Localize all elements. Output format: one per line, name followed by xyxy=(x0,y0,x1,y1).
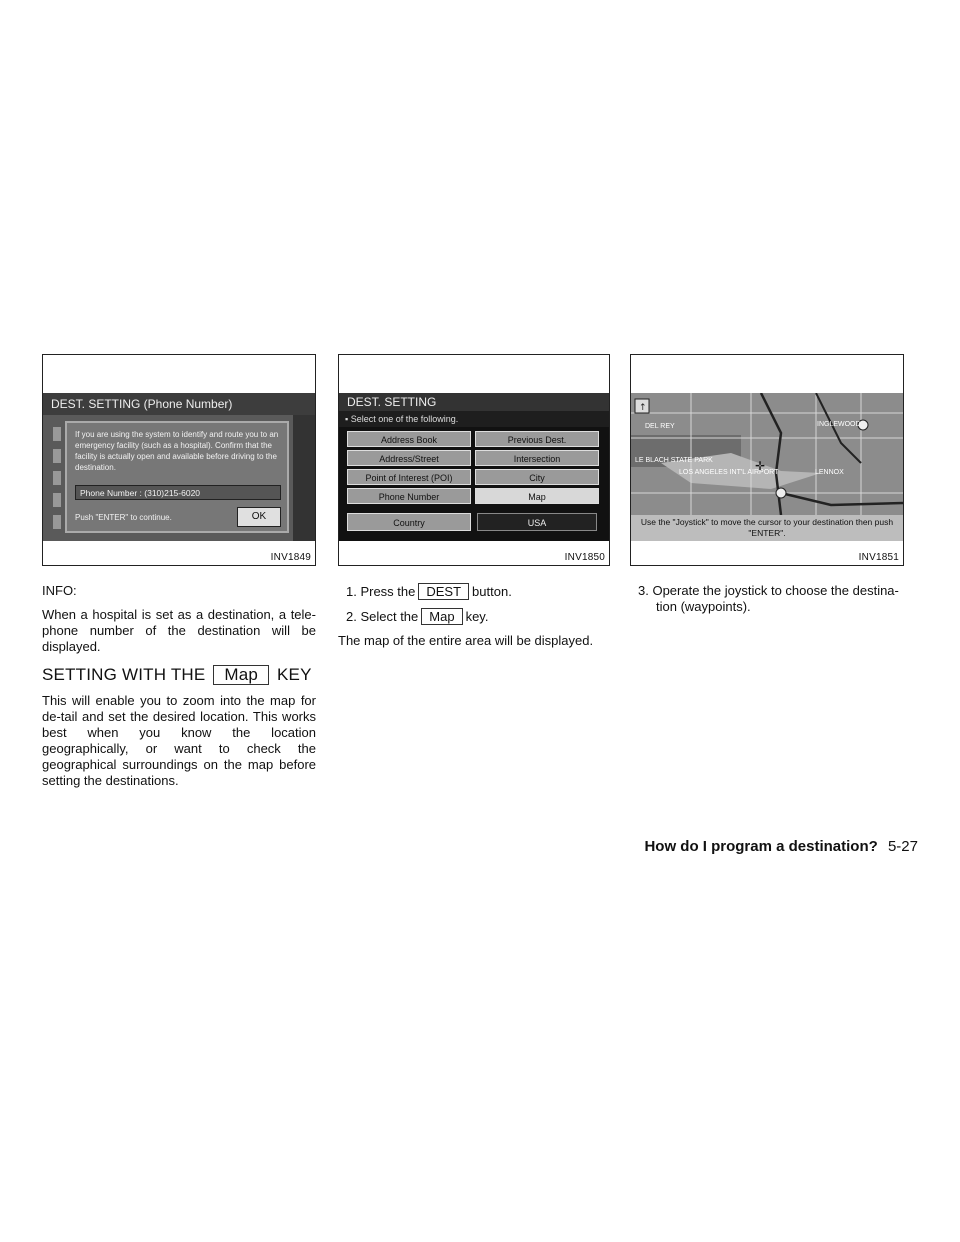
map-key: Map xyxy=(421,608,462,625)
step-2: 2. Select the Map key. xyxy=(346,609,489,624)
city-button[interactable]: City xyxy=(475,469,599,485)
figure-dest-setting xyxy=(338,354,610,566)
intersection-button[interactable]: Intersection xyxy=(475,450,599,466)
map-label-lennox: LENNOX xyxy=(815,469,844,476)
step-1: 1. Press the DEST button. xyxy=(346,584,512,599)
section-heading: SETTING WITH THE Map KEY xyxy=(42,665,312,684)
phone-number-field: Phone Number : (310)215-6020 xyxy=(75,485,281,500)
map-key: Map xyxy=(213,665,269,685)
figure-code: INV1850 xyxy=(564,552,605,563)
map-label-park: LE BLACH STATE PARK xyxy=(635,457,713,464)
figure-code: INV1849 xyxy=(270,552,311,563)
map-button[interactable]: Map xyxy=(475,488,599,504)
screenshot-map xyxy=(631,393,903,541)
info-label: INFO: xyxy=(42,583,77,598)
svg-text:↑: ↑ xyxy=(639,403,647,413)
figure-map xyxy=(630,354,904,566)
page-footer xyxy=(644,838,918,855)
warning-dialog xyxy=(65,421,289,533)
step-3: 3. Operate the joystick to choose the destina- tion (waypoints). xyxy=(638,583,899,614)
map-label-del-rey: DEL REY xyxy=(645,423,675,430)
figure-phone-number xyxy=(42,354,316,566)
map-instruction: Use the "Joystick" to move the cursor to your destination then push "ENTER". xyxy=(631,515,903,541)
info-text: When a hospital is set as a destination, a tele-phone number of the destination will be displayed. xyxy=(42,607,316,654)
screen-subtitle: ▪ Select one of the following. xyxy=(339,411,609,427)
address-book-button[interactable]: Address Book xyxy=(347,431,471,447)
screen-title: DEST. SETTING (Phone Number) xyxy=(43,393,315,415)
phone-number-button[interactable]: Phone Number xyxy=(347,488,471,504)
screenshot-phone-number xyxy=(43,393,315,541)
page-number: 5-27 xyxy=(887,838,918,855)
screenshot-dest-setting xyxy=(339,393,609,541)
map-view[interactable] xyxy=(631,393,903,515)
step-result: The map of the entire area will be displayed. xyxy=(338,633,594,648)
previous-dest-button[interactable]: Previous Dest. xyxy=(475,431,599,447)
screen-title: DEST. SETTING xyxy=(339,393,609,411)
country-button[interactable]: Country xyxy=(347,513,471,531)
column-2 xyxy=(338,583,610,657)
figure-code: INV1851 xyxy=(858,552,899,563)
poi-button[interactable]: Point of Interest (POI) xyxy=(347,469,471,485)
map-label-inglewood: INGLEWOOD xyxy=(817,421,861,428)
column-1 xyxy=(42,583,316,797)
column-3 xyxy=(630,583,904,615)
map-roads xyxy=(631,393,903,515)
section-title: How do I program a destination? xyxy=(644,838,878,855)
section-body: This will enable you to zoom into the map for de-tail and set the desired location. This works best when you know the location geographically, or want to check the geographical surroundings on the map before setting the destinations. xyxy=(42,693,316,788)
dest-key: DEST xyxy=(418,583,469,600)
address-street-button[interactable]: Address/Street xyxy=(347,450,471,466)
ok-button[interactable]: OK xyxy=(237,507,281,527)
map-cursor-icon: ✛ xyxy=(755,459,766,473)
country-value: USA xyxy=(477,513,597,531)
warning-message: If you are using the system to identify and route you to an emergency facility (such as a hospital). Confirm that the facility is actually open and available before driving to the destination. xyxy=(75,430,279,472)
push-enter-text: Push "ENTER" to continue. xyxy=(75,513,172,522)
map-label-airport: LOS ANGELES INT'L AIRPORT xyxy=(679,469,779,476)
